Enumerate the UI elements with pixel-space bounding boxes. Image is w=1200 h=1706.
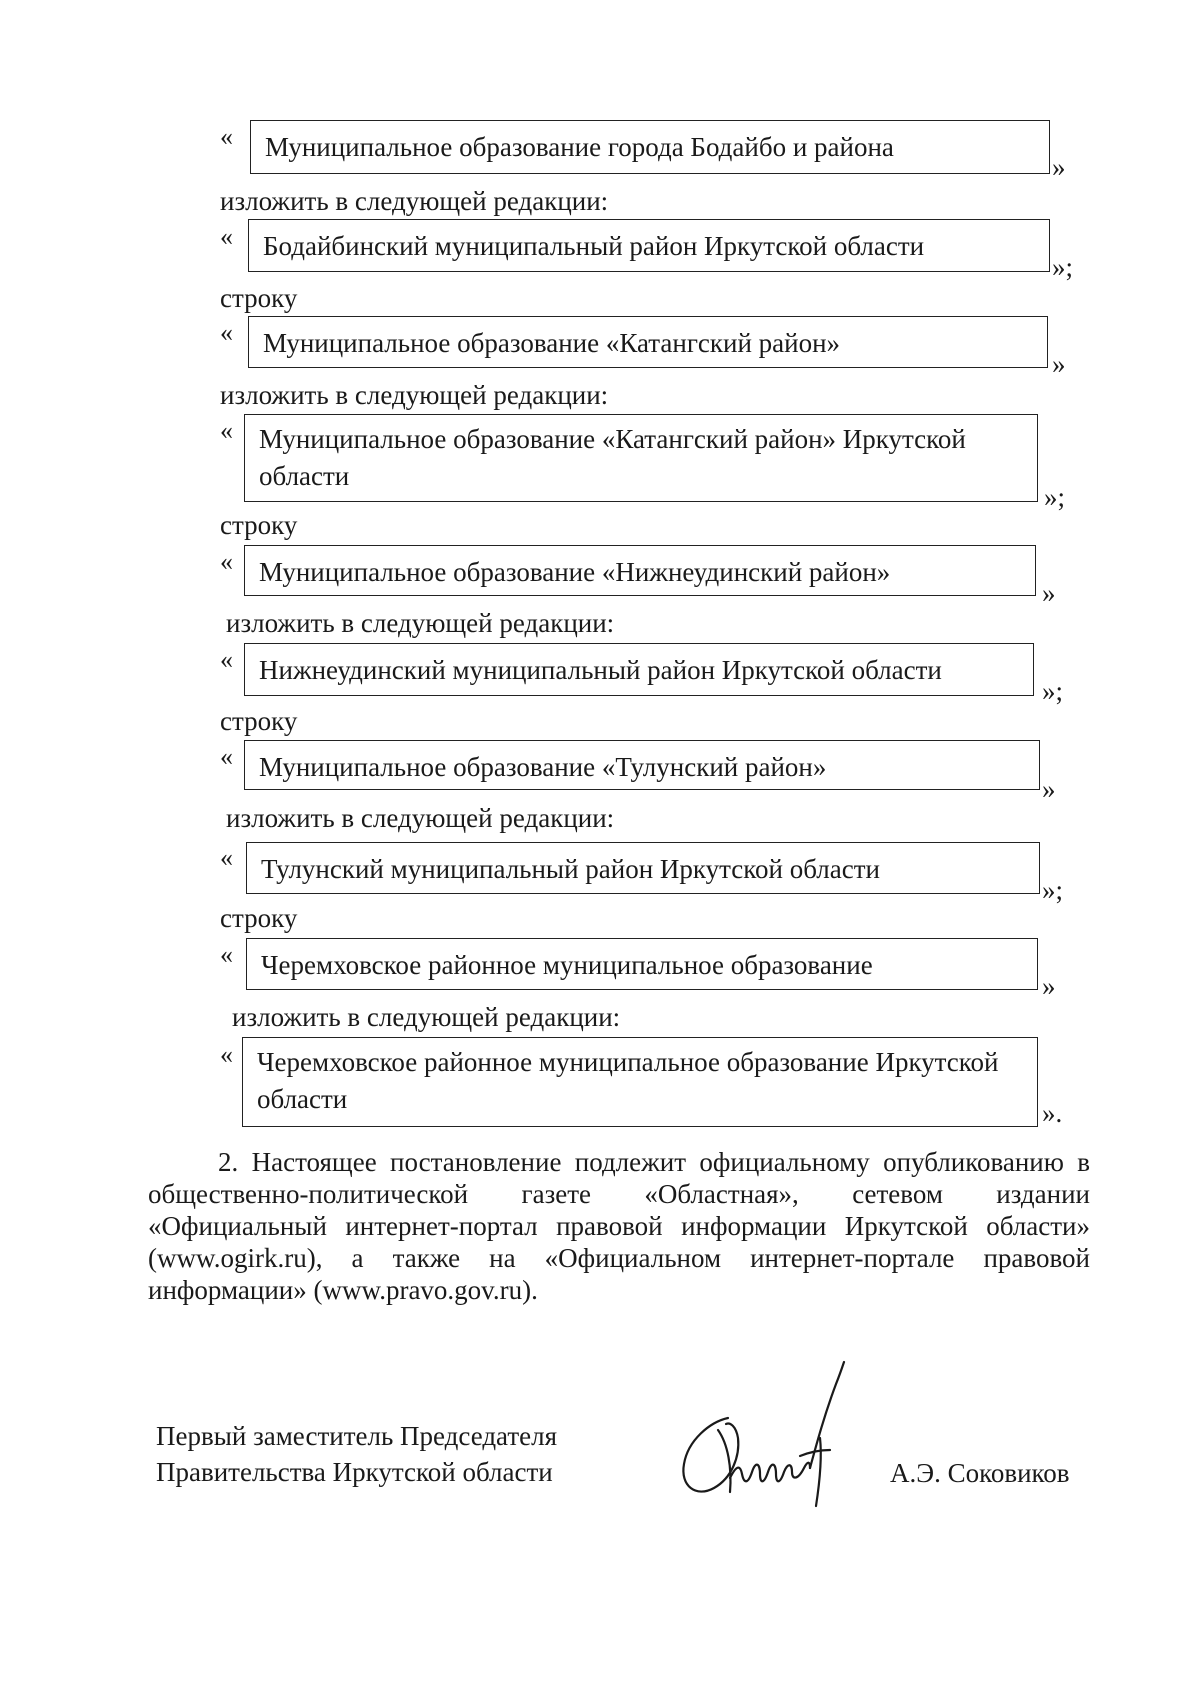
- close-quote-semicolon: »;: [1044, 482, 1066, 512]
- old-name-box: [250, 120, 1050, 174]
- close-quote: »: [1042, 774, 1056, 804]
- new-name-box: [242, 1037, 1038, 1127]
- signatory-name: А.Э. Соковиков: [890, 1458, 1070, 1488]
- close-quote: »: [1052, 349, 1066, 379]
- row-word: строку: [220, 706, 298, 736]
- old-name-text: Муниципальное образование «Тулунский район»: [259, 752, 827, 782]
- paragraph-line: общественно-политической газете «Областная», сетевом издании: [148, 1179, 1090, 1209]
- old-name-box: [246, 938, 1038, 990]
- new-name-text: Тулунский муниципальный район Иркутской области: [261, 854, 880, 884]
- close-quote-semicolon: »;: [1042, 875, 1064, 905]
- open-quote: «: [220, 843, 233, 872]
- signatory-position-line: Первый заместитель Председателя: [156, 1421, 558, 1451]
- new-name-text: Бодайбинский муниципальный район Иркутской области: [263, 231, 925, 261]
- replace-phrase: изложить в следующей редакции:: [226, 803, 615, 833]
- replace-phrase: изложить в следующей редакции:: [226, 608, 615, 638]
- old-name-box: [244, 545, 1036, 596]
- open-quote: «: [220, 416, 233, 445]
- row-word: строку: [220, 903, 298, 933]
- signatory-position-line: Правительства Иркутской области: [156, 1457, 553, 1487]
- old-name-text: Муниципальное образование города Бодайбо и района: [265, 132, 894, 162]
- replace-phrase: изложить в следующей редакции:: [232, 1002, 621, 1032]
- open-quote: «: [220, 645, 233, 674]
- new-name-text: Муниципальное образование «Катангский район» Иркутской области: [259, 424, 966, 491]
- open-quote: «: [220, 122, 233, 151]
- old-name-text: Муниципальное образование «Катангский район»: [263, 328, 841, 358]
- paragraph-line: информации» (www.pravo.gov.ru).: [148, 1275, 538, 1305]
- close-quote: »: [1052, 152, 1066, 182]
- open-quote: «: [220, 742, 233, 771]
- close-quote: »: [1042, 578, 1056, 608]
- paragraph-line: 2. Настоящее постановление подлежит официальному опубликованию в: [218, 1147, 1090, 1177]
- replace-phrase: изложить в следующей редакции:: [220, 186, 609, 216]
- close-quote-semicolon: »;: [1042, 676, 1064, 706]
- open-quote: «: [220, 1040, 233, 1069]
- row-word: строку: [220, 510, 298, 540]
- close-quote: »: [1042, 971, 1056, 1001]
- new-name-box: [246, 842, 1040, 894]
- new-name-box: [244, 414, 1038, 502]
- open-quote: «: [220, 547, 233, 576]
- close-quote-semicolon: »;: [1052, 252, 1074, 282]
- new-name-box: [244, 643, 1034, 696]
- old-name-text: Муниципальное образование «Нижнеудинский район»: [259, 557, 891, 587]
- replace-phrase: изложить в следующей редакции:: [220, 380, 609, 410]
- signatory-position: [156, 1418, 557, 1490]
- new-name-box: [248, 219, 1050, 272]
- paragraph-line: «Официальный интернет-портал правовой информации Иркутской области»: [148, 1211, 1090, 1241]
- handwritten-signature: [670, 1360, 870, 1520]
- open-quote: «: [220, 940, 233, 969]
- row-word: строку: [220, 283, 298, 313]
- new-name-text: Черемховское районное муниципальное образование Иркутской области: [257, 1047, 999, 1114]
- old-name-box: [248, 316, 1048, 368]
- open-quote: «: [220, 222, 233, 251]
- old-name-text: Черемховское районное муниципальное образование: [261, 950, 873, 980]
- paragraph-line: (www.ogirk.ru), а также на «Официальном интернет-портале правовой: [148, 1243, 1090, 1273]
- close-quote-period: ».: [1042, 1098, 1063, 1128]
- new-name-text: Нижнеудинский муниципальный район Иркутской области: [259, 655, 942, 685]
- open-quote: «: [220, 318, 233, 347]
- old-name-box: [244, 740, 1040, 790]
